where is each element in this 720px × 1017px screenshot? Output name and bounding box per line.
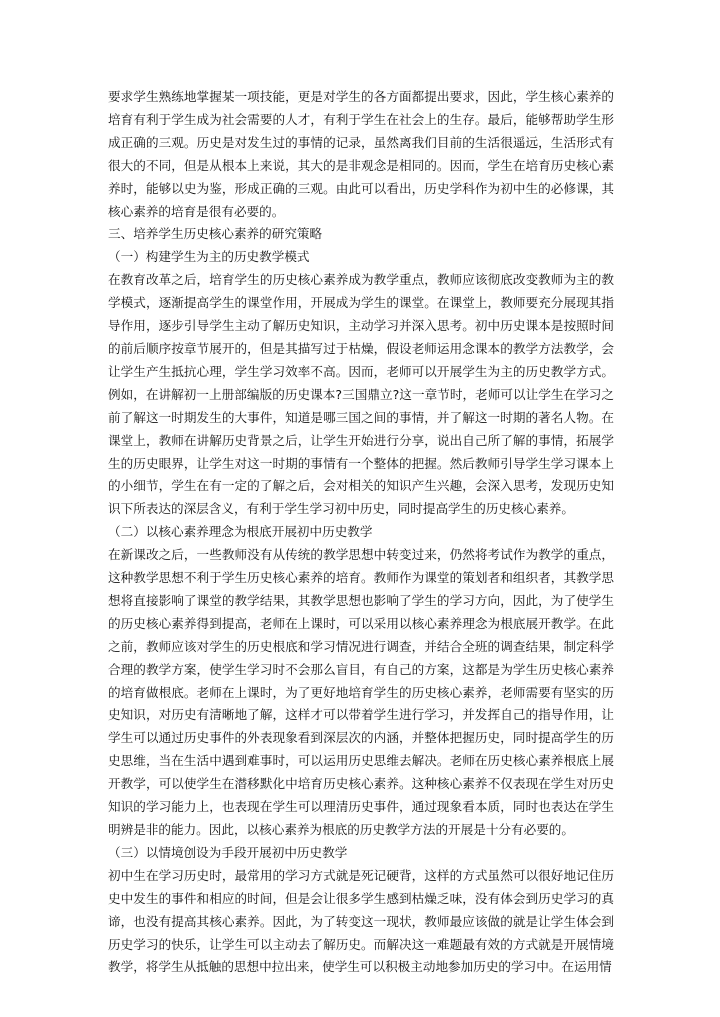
subsection-one-heading: （一）构建学生为主的历史教学模式 — [108, 249, 310, 265]
document-page — [108, 86, 614, 979]
subsection-three-paragraph: 初中生在学习历史时，最常用的学习方式就是死记硬背，这样的方式虽然可以很好地记住历史中发生的事件和相应的时间，但是会让很多学生感到枯燥乏味，没有体会到历史学习的真谛，也没有提高其核心素养。因此，为了转变这一现状，教师最应该做的就是让学生体会到历史学习的快乐，让学生可以主动去了解历史。而解决这一难题最有效的方式就是开展情境教学，将学生从抵触的思想中拉出来，使学生可以积极主动地参加历史的学习中。在运用情 — [108, 867, 614, 975]
subsection-two-heading: （二）以核心素养理念为根底开展初中历史教学 — [108, 524, 373, 540]
subsection-two-paragraph: 在新课改之后，一些教师没有从传统的教学思想中转变过来，仍然将考试作为教学的重点，这种教学思想不利于学生历史核心素养的培育。教师作为课堂的策划者和组织者，其教学思想将直接影响了课堂的教学结果，其教学思想也影响了学生的学习方向，因此，为了使学生的历史核心素养得到提高，老师在上课时，可以采用以核心素养理念为根底展开教学。在此之前，教师应该对学生的历史根底和学习情况进行调查，并结合全班的调查结果，制定科学合理的教学方案，使学生学习时不会那么盲目，有自己的方案，这都是为学生历史核心素养的培育做根底。老师在上课时，为了更好地培育学生的历史核心素养，老师需要有坚实的历史知识，对历史有清晰地了解，这样才可以带着学生进行学习，并发挥自己的指导作用，让学生可以通过历史事件的外表现象看到深层次的内涵，并整体把握历史，同时提高学生的历史思维，当在生活中遇到难事时，可以运用历史思维去解决。老师在历史核心素养根底上展开教学，可以使学生在潜移默化中培育历史核心素养。这种核心素养不仅表现在学生对历史知识的学习能力上，也表现在学生可以理清历史事件，通过现象看本质，同时也表达在学生明辨是非的能力。因此，以核心素养为根底的历史教学方法的开展是十分有必要的。 — [108, 547, 614, 837]
section-three-heading: 三、培养学生历史核心素养的研究策略 — [108, 226, 323, 242]
subsection-one-paragraph: 在教育改革之后，培育学生的历史核心素养成为教学重点，教师应该彻底改变教师为主的教学模式，逐渐提高学生的课堂作用，开展成为学生的课堂。在课堂上，教师要充分展现其指导作用，逐步引导学生主动了解历史知识，主动学习并深入思考。初中历史课本是按照时间的前后顺序按章节展开的，但是其描写过于枯燥，假设老师运用念课本的教学方法教学，会让学生产生抵抗心理，学生学习效率不高。因而，老师可以开展学生为主的历史教学方式。例如，在讲解初一上册部编版的历史课本?三国鼎立?这一章节时，老师可以让学生在学习之前了解这一时期发生的大事件，知道是哪三国之间的事情，并了解这一时期的著名人物。在课堂上，教师在讲解历史背景之后，让学生开始进行分享，说出自己所了解的事情，拓展学生的历史眼界，让学生对这一时期的事情有一个整体的把握。然后教师引导学生学习课本上的小细节，学生在有一定的了解之后，会对相关的知识产生兴趣，会深入思考，发现历史知识下所表达的深层含义，有利于学生学习初中历史，同时提高学生的历史核心素养。 — [108, 272, 614, 517]
intro-paragraph: 要求学生熟练地掌握某一项技能，更是对学生的各方面都提出要求，因此，学生核心素养的培育有利于学生成为社会需要的人才，有利于学生在社会上的生存。最后，能够帮助学生形成正确的三观。历史是对发生过的事情的记录，虽然离我们目前的生活很遥远，生活形式有很大的不同，但是从根本上来说，其大的是非观念是相同的。因而，学生在培育历史核心素养时，能够以史为鉴，形成正确的三观。由此可以看出，历史学科作为初中生的必修课，其核心素养的培育是很有必要的。 — [108, 89, 614, 219]
subsection-three-heading: （三）以情境创设为手段开展初中历史教学 — [108, 844, 348, 860]
